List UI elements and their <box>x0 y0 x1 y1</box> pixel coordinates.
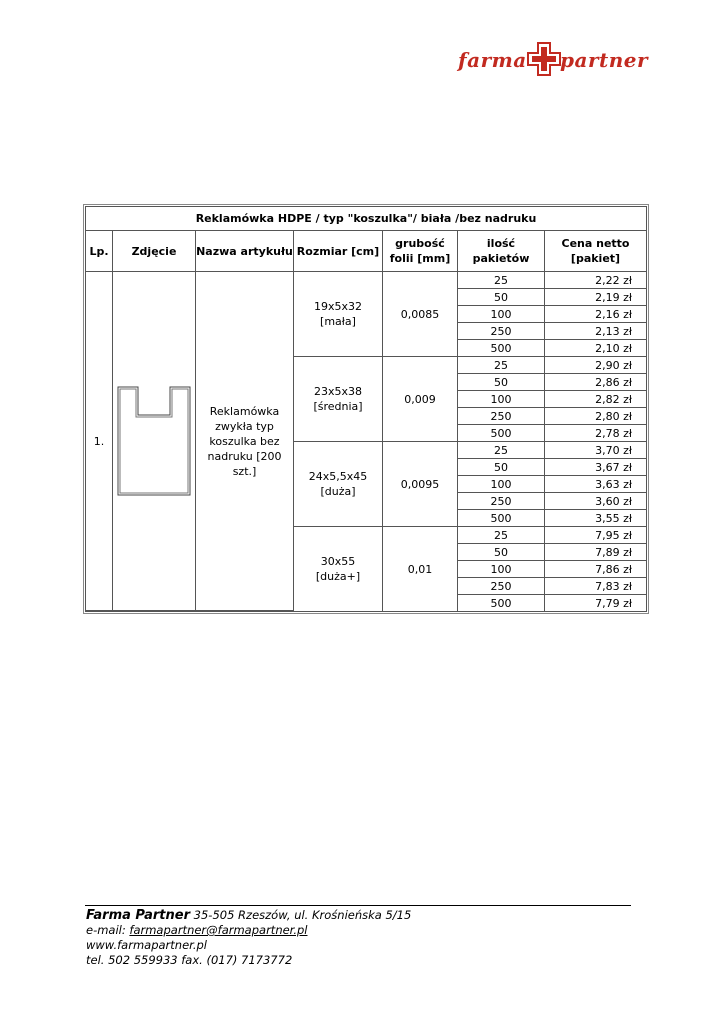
footer-divider <box>85 905 631 906</box>
qty-cell: 50 <box>458 374 545 391</box>
price-cell: 2,16 zł <box>545 306 646 323</box>
footer-address: 35-505 Rzeszów, ul. Krośnieńska 5/15 <box>190 908 412 922</box>
thickness-cell: 0,0095 <box>383 442 458 527</box>
price-cell: 2,82 zł <box>545 391 646 408</box>
table-title: Reklamówka HDPE / typ "koszulka"/ biała /bez nadruku <box>86 207 646 231</box>
price-cell: 2,19 zł <box>545 289 646 306</box>
price-cell: 7,86 zł <box>545 561 646 578</box>
qty-cell: 250 <box>458 408 545 425</box>
qty-cell: 250 <box>458 578 545 595</box>
footer-company: Farma Partner <box>86 908 190 923</box>
price-cell: 3,70 zł <box>545 442 646 459</box>
company-logo <box>456 40 649 80</box>
size-cell: 23x5x38 [średnia] <box>294 357 383 442</box>
header-lp: Lp. <box>86 231 113 272</box>
header-thickness: grubość folii [mm] <box>383 231 458 272</box>
qty-cell: 500 <box>458 595 545 611</box>
header-price: Cena netto [pakiet] <box>545 231 646 272</box>
price-cell: 7,89 zł <box>545 544 646 561</box>
footer-email-label: e-mail: <box>86 923 130 937</box>
qty-cell: 50 <box>458 289 545 306</box>
footer-company-line <box>86 908 411 923</box>
qty-cell: 100 <box>458 306 545 323</box>
qty-cell: 25 <box>458 357 545 374</box>
price-cell: 3,67 zł <box>545 459 646 476</box>
header-qty: ilość pakietów <box>458 231 545 272</box>
qty-cell: 250 <box>458 323 545 340</box>
table-body <box>86 272 646 611</box>
qty-cell: 100 <box>458 561 545 578</box>
qty-cell: 250 <box>458 493 545 510</box>
footer-phones: tel. 502 559933 fax. (017) 7173772 <box>86 953 293 967</box>
price-cell: 2,10 zł <box>545 340 646 357</box>
header-photo: Zdjęcie <box>113 231 196 272</box>
qty-cell: 500 <box>458 510 545 527</box>
qty-cell: 50 <box>458 459 545 476</box>
price-cell: 7,79 zł <box>595 596 632 610</box>
footer-email-line <box>86 923 411 938</box>
qty-cell: 100 <box>458 391 545 408</box>
price-table-wrapper <box>85 206 647 612</box>
size-cell: 19x5x32 [mała] <box>294 272 383 357</box>
medical-cross-icon <box>527 42 561 76</box>
price-cell: 2,22 zł <box>545 272 646 289</box>
shopping-bag-icon <box>117 386 191 496</box>
price-cell: 2,86 zł <box>545 374 646 391</box>
item-lp: 1. <box>86 272 113 611</box>
qty-cell: 500 <box>458 340 545 357</box>
price-cell: 2,13 zł <box>545 323 646 340</box>
price-cell: 7,83 zł <box>545 578 646 595</box>
header-name: Nazwa artykułu <box>196 231 294 272</box>
qty-cell: 100 <box>458 476 545 493</box>
qty-cell: 500 <box>458 425 545 442</box>
price-cell: 3,55 zł <box>545 510 646 527</box>
price-cell: 2,80 zł <box>545 408 646 425</box>
qty-cell: 50 <box>458 544 545 561</box>
item-name: Reklamówka zwykła typ koszulka bez nadruku [200 szt.] <box>196 272 294 611</box>
logo-text-partner: partner <box>560 48 649 72</box>
header-size: Rozmiar [cm] <box>294 231 383 272</box>
thickness-cell: 0,0085 <box>383 272 458 357</box>
price-table <box>85 206 647 612</box>
price-cell: 2,78 zł <box>545 425 646 442</box>
thickness-cell: 0,009 <box>383 357 458 442</box>
qty-cell: 25 <box>458 272 545 289</box>
size-cell: 30x55 [duża+] <box>294 527 383 611</box>
size-cell: 24x5,5x45 [duża] <box>294 442 383 527</box>
table-row <box>86 272 646 289</box>
qty-cell: 25 <box>458 527 545 544</box>
price-cell: 7,95 zł <box>545 527 646 544</box>
price-cell: 3,60 zł <box>545 493 646 510</box>
qty-cell: 25 <box>458 442 545 459</box>
logo-text-farma: farma <box>458 48 527 72</box>
price-cell: 3,63 zł <box>545 476 646 493</box>
price-cell: 2,90 zł <box>545 357 646 374</box>
footer-email-link[interactable]: farmapartner@farmapartner.pl <box>129 923 308 937</box>
item-photo <box>113 272 196 611</box>
footer <box>86 908 411 968</box>
footer-website[interactable]: www.farmapartner.pl <box>86 938 207 952</box>
thickness-cell: 0,01 <box>383 527 458 611</box>
